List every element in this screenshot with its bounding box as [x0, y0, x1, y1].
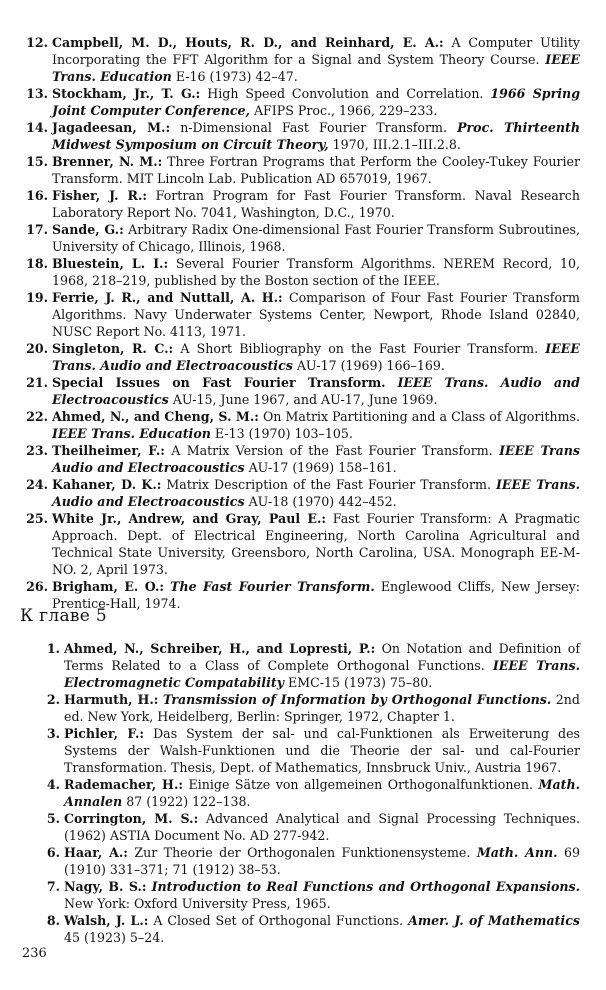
reference-details: E-16 (1973) 42–47.: [171, 69, 298, 84]
reference-authors: Brenner, N. M.:: [52, 154, 163, 169]
reference-entry: [20, 34, 580, 85]
reference-entry: [20, 153, 580, 187]
reference-details: AU-15, June 1967, and AU-17, June 1969.: [168, 392, 438, 407]
reference-title: Several Fourier Transform Algorithms. NEREM Record, 10, 1968, 218–219, published by the Boston section of the IEEE.: [52, 256, 581, 288]
reference-entry: [20, 340, 580, 374]
reference-venue: IEEE Trans Audio and Electroacoustics: [52, 443, 580, 475]
reference-details: 69 (1910) 331–371; 71 (1912) 38–53.: [64, 845, 581, 877]
reference-number: 12.: [26, 35, 48, 50]
reference-authors: Haar, A.:: [64, 845, 128, 860]
reference-authors: Stockham, Jr., T. G.:: [52, 86, 201, 101]
reference-venue: Proc. Thirteenth Midwest Symposium on Circuit Theory,: [52, 120, 580, 152]
reference-title: [386, 375, 398, 390]
reference-authors: Ahmed, N., Schreiber, H., and Lopresti, P.:: [64, 641, 376, 656]
reference-number: 3.: [46, 726, 60, 741]
reference-number: 25.: [26, 511, 48, 526]
reference-details: AFIPS Proc., 1966, 229–233.: [249, 103, 438, 118]
reference-authors: Theilheimer, F.:: [52, 443, 165, 458]
reference-number: 7.: [46, 879, 60, 894]
reference-title: Das System der sal- und cal-Funktionen als Erweiterung des Systems der Walsh-Funktionen und die Theorie der sal- und cal-Fourier Transformation. Thesis, Dept. of Mathematics, Innsbruck Univ., Austria 1967.: [64, 726, 580, 775]
reference-details: Englewood Cliffs, New Jersey: Prentice-Hall, 1974.: [52, 579, 580, 611]
reference-number: 4.: [46, 777, 60, 792]
reference-title: A Short Bibliography on the Fast Fourier Transform.: [173, 341, 546, 356]
reference-authors: Special Issues on Fast Fourier Transform.: [52, 375, 386, 390]
reference-title: Three Fortran Programs that Perform the Cooley-Tukey Fourier Transform. MIT Lincoln Lab. Publication AD 657019, 1967.: [52, 154, 580, 186]
reference-title: Fortran Program for Fast Fourier Transform. Naval Research Laboratory Report No. 7041, Washington, D.C., 1970.: [52, 188, 580, 220]
reference-number: 19.: [26, 290, 48, 305]
reference-title: A Computer Utility Incorporating the FFT Algorithm for a Signal and System Theory Course.: [52, 35, 581, 67]
section-heading: К главе 5: [20, 606, 107, 626]
reference-entry: [32, 810, 580, 844]
reference-number: 20.: [26, 341, 48, 356]
reference-title: Advanced Analytical and Signal Processing Techniques. (1962) ASTIA Document No. AD 277-942.: [64, 811, 580, 843]
reference-entry: [20, 289, 580, 340]
reference-number: 6.: [46, 845, 60, 860]
reference-entry: [32, 776, 580, 810]
reference-venue: IEEE Trans. Education: [52, 52, 580, 84]
reference-number: 2.: [46, 692, 60, 707]
reference-details: EMC-15 (1973) 75–80.: [284, 675, 433, 690]
reference-authors: Bluestein, L. I.:: [52, 256, 169, 271]
reference-venue: IEEE Trans. Audio and Electroacoustics: [52, 341, 580, 373]
reference-title: Fast Fourier Transform: A Pragmatic Approach. Dept. of Electrical Engineering, North Carolina Agricultural and Technical State University, Greensboro, North Carolina, USA. Monograph EE-M-NO. 2, April 1973.: [52, 511, 580, 577]
reference-entry: [20, 255, 580, 289]
reference-venue: IEEE Trans. Audio and Electroacoustics: [52, 477, 580, 509]
reference-title: Matrix Description of the Fast Fourier Transform.: [161, 477, 496, 492]
reference-details: 87 (1922) 122–138.: [122, 794, 251, 809]
reference-venue: Amer. J. of Mathematics: [408, 913, 580, 928]
reference-title: On Matrix Partitioning and a Class of Algorithms.: [258, 409, 580, 424]
reference-details: New York: Oxford University Press, 1965.: [64, 896, 331, 911]
reference-authors: Jagadeesan, M.:: [52, 120, 171, 135]
reference-number: 8.: [46, 913, 60, 928]
reference-venue: Introduction to Real Functions and Orthogonal Expansions.: [151, 879, 581, 894]
reference-authors: Fisher, J. R.:: [52, 188, 147, 203]
reference-entry: [20, 476, 580, 510]
reference-details: AU-18 (1970) 442–452.: [244, 494, 397, 509]
reference-title: n-Dimensional Fast Fourier Transform.: [170, 120, 458, 135]
reference-title: A Matrix Version of the Fast Fourier Transform.: [164, 443, 500, 458]
reference-authors: Kahaner, D. K.:: [52, 477, 162, 492]
reference-entry: [32, 691, 580, 725]
reference-venue: IEEE Trans. Electromagnetic Compatability: [64, 658, 580, 690]
reference-title: High Speed Convolution and Correlation.: [200, 86, 491, 101]
reference-authors: Corrington, M. S.:: [64, 811, 199, 826]
reference-details: 45 (1923) 5–24.: [64, 930, 165, 945]
reference-entry: [32, 844, 580, 878]
reference-authors: Sande, G.:: [52, 222, 124, 237]
reference-authors: Ferrie, J. R., and Nuttall, A. H.:: [52, 290, 283, 305]
reference-details: 2nd ed. New York, Heidelberg, Berlin: Springer, 1972, Chapter 1.: [64, 692, 580, 724]
reference-authors: Ahmed, N., and Cheng, S. M.:: [52, 409, 259, 424]
reference-details: AU-17 (1969) 166–169.: [292, 358, 445, 373]
reference-authors: Rademacher, H.:: [64, 777, 183, 792]
page-number: 236: [22, 946, 47, 961]
reference-authors: Campbell, M. D., Houts, R. D., and Reinhard, E. A.:: [52, 35, 444, 50]
reference-entry: [20, 442, 580, 476]
reference-entry: [32, 640, 580, 691]
reference-number: 15.: [26, 154, 48, 169]
reference-number: 1.: [46, 641, 60, 656]
reference-number: 13.: [26, 86, 48, 101]
reference-details: E-13 (1970) 103–105.: [210, 426, 353, 441]
reference-entry: [20, 85, 580, 119]
reference-details: 1970, III.2.1–III.2.8.: [328, 137, 461, 152]
reference-number: 22.: [26, 409, 48, 424]
reference-venue: IEEE Trans. Education: [52, 426, 211, 441]
reference-entry: [20, 187, 580, 221]
reference-number: 14.: [26, 120, 48, 135]
reference-authors: Pichler, F.:: [64, 726, 145, 741]
reference-number: 23.: [26, 443, 48, 458]
reference-entry: [20, 119, 580, 153]
reference-title: On Notation and Definition of Terms Related to a Class of Complete Orthogonal Functions.: [64, 641, 580, 673]
reference-title: Einige Sätze von allgemeinen Orthogonalfunktionen.: [183, 777, 539, 792]
reference-entry: [20, 221, 580, 255]
reference-title: A Closed Set of Orthogonal Functions.: [148, 913, 409, 928]
reference-venue: Transmission of Information by Orthogonal Functions.: [162, 692, 552, 707]
reference-authors: Nagy, B. S.:: [64, 879, 147, 894]
reference-entry: [32, 725, 580, 776]
reference-number: 17.: [26, 222, 48, 237]
reference-venue: The Fast Fourier Transform.: [170, 579, 375, 594]
reference-authors: Brigham, E. O.:: [52, 579, 165, 594]
reference-venue: Math. Ann.: [476, 845, 558, 860]
reference-number: 26.: [26, 579, 48, 594]
reference-authors: Walsh, J. L.:: [64, 913, 149, 928]
reference-entry: [32, 878, 580, 912]
reference-venue: Math. Annalen: [64, 777, 580, 809]
reference-number: 24.: [26, 477, 48, 492]
reference-authors: Singleton, R. C.:: [52, 341, 174, 356]
reference-entry: [20, 408, 580, 442]
reference-entry: [20, 510, 580, 578]
reference-authors: White Jr., Andrew, and Gray, Paul E.:: [52, 511, 326, 526]
reference-number: 21.: [26, 375, 48, 390]
reference-venue: 1966 Spring Joint Computer Conference,: [52, 86, 580, 118]
reference-number: 16.: [26, 188, 48, 203]
reference-number: 5.: [46, 811, 60, 826]
reference-entry: [32, 912, 580, 946]
reference-title: Zur Theorie der Orthogonalen Funktionensysteme.: [127, 845, 477, 860]
reference-venue: IEEE Trans. Audio and Electroacoustics: [52, 375, 580, 407]
reference-authors: Harmuth, H.:: [64, 692, 159, 707]
reference-entry: [20, 374, 580, 408]
reference-number: 18.: [26, 256, 48, 271]
reference-details: AU-17 (1969) 158–161.: [244, 460, 397, 475]
reference-title: Arbitrary Radix One-dimensional Fast Fourier Transform Subroutines, University of Chicago, Illinois, 1968.: [52, 222, 580, 254]
reference-title: Comparison of Four Fast Fourier Transform Algorithms. Navy Underwater Systems Center, Newport, Rhode Island 02840, NUSC Report No. 4113, 1971.: [52, 290, 580, 339]
